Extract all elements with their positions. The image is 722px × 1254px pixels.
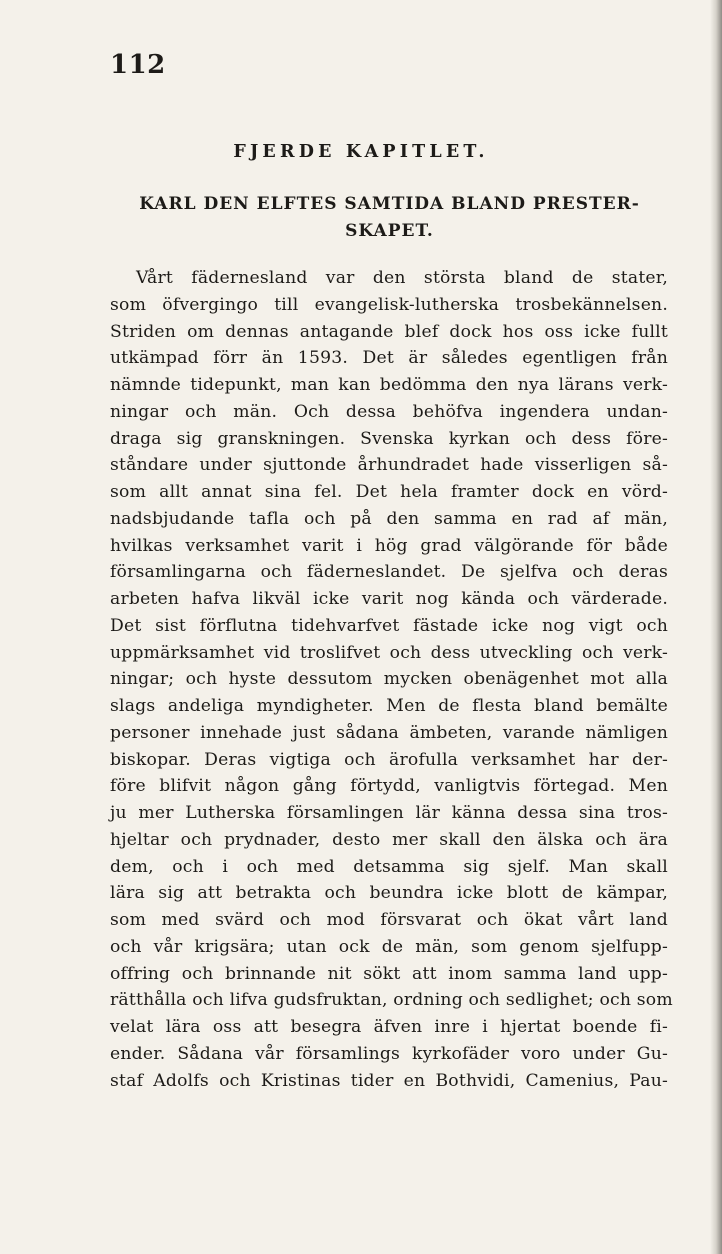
text-line: rätthålla och lifva gudsfruktan, ordning och sedlighet; och som [110,990,673,1011]
text-line: lära sig att betrakta och beundra icke blott de kämpar, [110,883,668,904]
text-line: hvilkas verksamhet varit i hög grad välgörande för både [110,535,668,556]
chapter-heading: FJERDE KAPITLET. [233,142,489,162]
text-line: församlingarna och fäderneslandet. De sjelfva och deras [110,562,668,583]
page-edge-shadow [710,0,722,1254]
text-line: ningar och män. Och dessa behöfva ingendera undan- [110,401,668,422]
text-line: draga sig granskningen. Svenska kyrkan och dess före- [110,428,668,449]
text-line: som allt annat sina fel. Det hela framter dock en vörd- [110,482,668,502]
text-line: biskopar. Deras vigtiga och ärofulla verksamhet har der- [110,749,668,770]
text-line: ståndare under sjuttonde århundradet hade visserligen så- [110,455,668,476]
text-line: slags andeliga myndigheter. Men de flesta bland bemälte [110,696,668,716]
text-line: dem, och i och med detsamma sig sjelf. Man skall [110,856,668,877]
text-line: arbeten hafva likväl icke varit nog kända och värderade. [110,589,668,609]
text-line: offring och brinnande nit sökt att inom samma land upp- [110,963,668,984]
text-line: uppmärksamhet vid troslifvet och dess utveckling och verk- [110,642,668,663]
text-line: hjeltar och prydnader, desto mer skall den älska och ära [110,829,668,850]
text-line: som med svärd och mod försvarat och ökat vårt land [110,910,668,930]
chapter-title-line: SKAPET. [345,221,434,241]
text-line: nämnde tidepunkt, man kan bedömma den nya lärans verk- [110,375,668,395]
chapter-title [112,191,667,245]
text-line: ju mer Lutherska församlingen lär känna dessa sina tros- [110,803,668,823]
text-line: och vår krigsära; utan ock de män, som genom sjelfupp- [110,936,668,957]
body-paragraph [110,265,673,1094]
text-line: Vårt fäderneslаnd var den största bland de stater, [136,268,668,288]
page-number: 112 [110,50,166,80]
text-line: före blifvit någon gång förtydd, vanligtvis förtegad. Men [110,776,668,797]
text-line: ningar; och hyste dessutom mycken obenägenhet mot alla [110,669,668,690]
text-line: ender. Sådana vår församlings kyrkofäder voro under Gu- [110,1043,668,1064]
text-line: velat lära oss att besegra äfven inre i hjertat boende fi- [110,1017,668,1037]
text-line: Striden om dennas antagande blef dock hos oss icke fullt [110,321,668,342]
text-line: som öfvergingo till evangelisk-lutherska trosbekännelsen. [110,294,668,315]
text-line: personer innehade just sådana ämbeten, varande nämligen [110,722,668,743]
chapter-title-line: KARL DEN ELFTES SAMTIDA BLAND PRESTER- [139,194,640,214]
text-line: utkämpad förr än 1593. Det är således egentligen från [110,348,668,369]
text-line: staf Adolfs och Kristinas tider en Bothvidi, Camenius, Pau- [110,1070,668,1091]
text-line: nadsbjudande tafla och på den samma en rad af män, [110,508,668,529]
text-line: Det sist förflutna tidehvarfvet fästade icke nog vigt och [110,615,668,636]
